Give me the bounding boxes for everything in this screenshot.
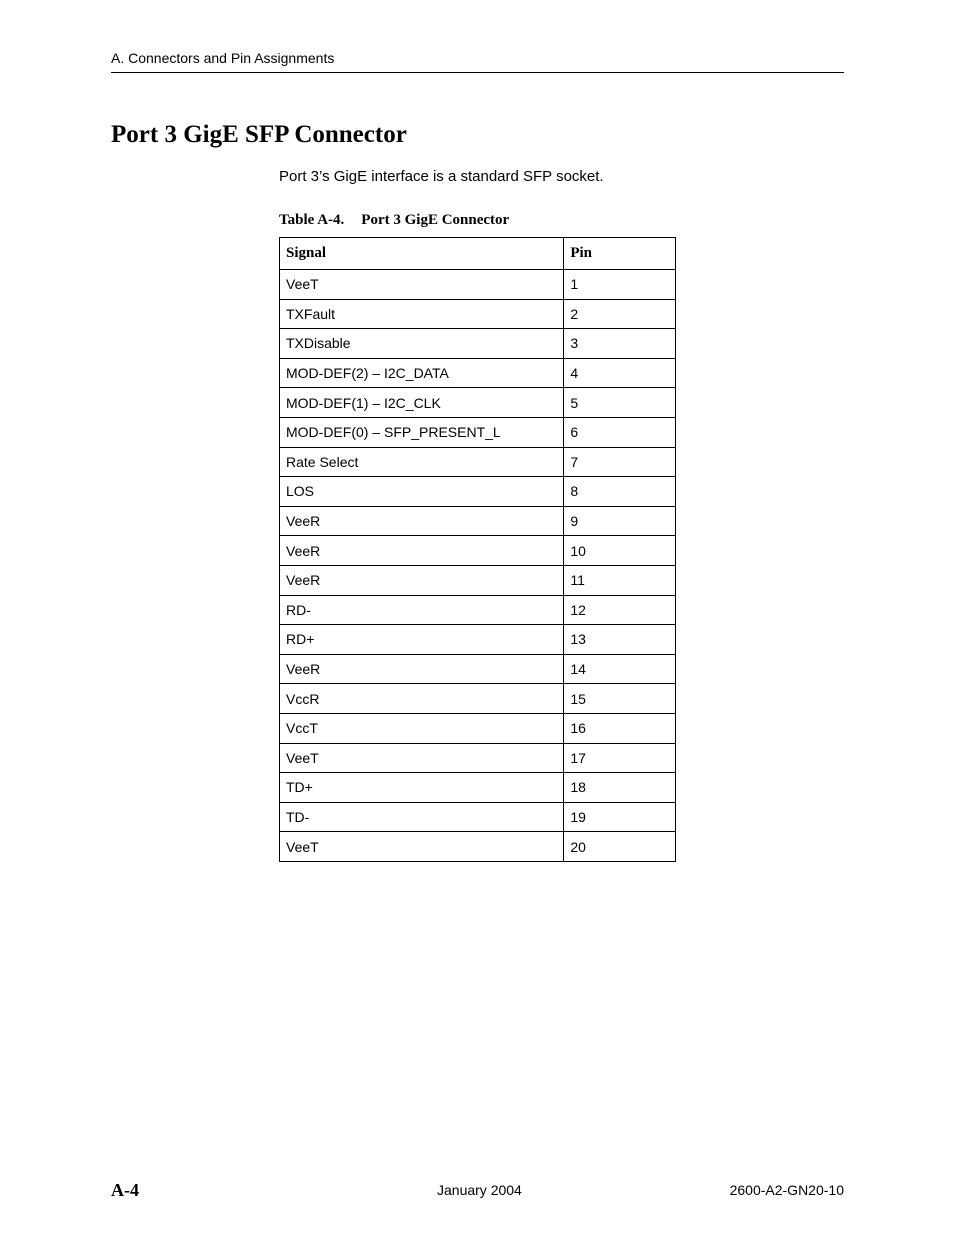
- footer-page-number: A-4: [111, 1180, 139, 1200]
- signal-cell: TD-: [280, 802, 564, 832]
- table-row: [280, 773, 676, 803]
- table-row: [280, 417, 676, 447]
- table-row: [280, 329, 676, 359]
- pin-cell: 3: [564, 329, 676, 359]
- signal-cell: VeeT: [280, 270, 564, 300]
- pin-cell: 15: [564, 684, 676, 714]
- signal-cell: VeeR: [280, 654, 564, 684]
- pin-cell: 4: [564, 358, 676, 388]
- table-row: [280, 743, 676, 773]
- signal-cell: TXFault: [280, 299, 564, 329]
- table-row: [280, 654, 676, 684]
- pin-cell: 7: [564, 447, 676, 477]
- table-row: [280, 477, 676, 507]
- signal-cell: VeeR: [280, 506, 564, 536]
- table-row: [280, 684, 676, 714]
- table-row: [280, 388, 676, 418]
- pin-cell: 17: [564, 743, 676, 773]
- table-caption-title: Port 3 GigE Connector: [361, 212, 510, 228]
- signal-cell: VeeR: [280, 536, 564, 566]
- table-row: [280, 506, 676, 536]
- table-caption: [279, 212, 509, 229]
- header-rule: [111, 72, 844, 73]
- signal-cell: Rate Select: [280, 447, 564, 477]
- pin-cell: 8: [564, 477, 676, 507]
- table-row: [280, 536, 676, 566]
- table-row: [280, 595, 676, 625]
- table-row: [280, 299, 676, 329]
- pin-cell: 20: [564, 832, 676, 862]
- pin-cell: 14: [564, 654, 676, 684]
- signal-cell: RD-: [280, 595, 564, 625]
- pin-cell: 10: [564, 536, 676, 566]
- pin-assignment-table: [279, 237, 676, 862]
- footer-date: January 2004: [437, 1182, 522, 1198]
- table-row: [280, 832, 676, 862]
- table-row: [280, 270, 676, 300]
- pin-cell: 1: [564, 270, 676, 300]
- signal-cell: RD+: [280, 625, 564, 655]
- signal-cell: VeeT: [280, 743, 564, 773]
- signal-cell: VeeR: [280, 565, 564, 595]
- table-row: [280, 802, 676, 832]
- pin-cell: 5: [564, 388, 676, 418]
- pin-cell: 12: [564, 595, 676, 625]
- signal-cell: VccT: [280, 713, 564, 743]
- pin-cell: 9: [564, 506, 676, 536]
- signal-cell: MOD-DEF(0) – SFP_PRESENT_L: [280, 417, 564, 447]
- signal-cell: MOD-DEF(2) – I2C_DATA: [280, 358, 564, 388]
- table-header-row: [280, 238, 676, 270]
- signal-cell: TXDisable: [280, 329, 564, 359]
- signal-cell: LOS: [280, 477, 564, 507]
- pin-cell: 6: [564, 417, 676, 447]
- intro-paragraph: Port 3’s GigE interface is a standard SFP socket.: [279, 168, 604, 185]
- signal-cell: VeeT: [280, 832, 564, 862]
- signal-cell: VccR: [280, 684, 564, 714]
- pin-cell: 2: [564, 299, 676, 329]
- table-caption-number: Table A-4.: [279, 212, 345, 228]
- signal-cell: MOD-DEF(1) – I2C_CLK: [280, 388, 564, 418]
- table-row: [280, 447, 676, 477]
- table-row: [280, 625, 676, 655]
- section-title: Port 3 GigE SFP Connector: [111, 121, 407, 148]
- pin-cell: 18: [564, 773, 676, 803]
- table-row: [280, 565, 676, 595]
- column-header-signal: Signal: [280, 238, 564, 270]
- pin-cell: 19: [564, 802, 676, 832]
- column-header-pin: Pin: [564, 238, 676, 270]
- table-body: [280, 270, 676, 862]
- pin-cell: 11: [564, 565, 676, 595]
- table-row: [280, 358, 676, 388]
- pin-cell: 13: [564, 625, 676, 655]
- signal-cell: TD+: [280, 773, 564, 803]
- running-header: A. Connectors and Pin Assignments: [111, 50, 335, 66]
- footer-doc-number: 2600-A2-GN20-10: [729, 1182, 844, 1198]
- pin-cell: 16: [564, 713, 676, 743]
- table-row: [280, 713, 676, 743]
